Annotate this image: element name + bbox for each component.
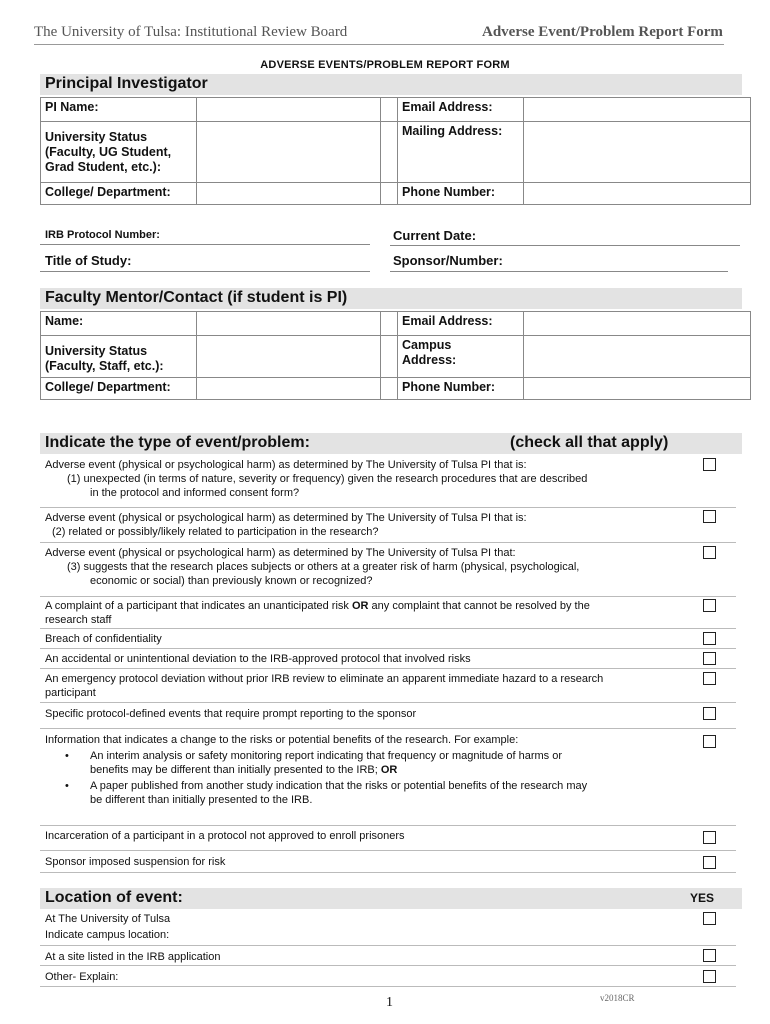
row-divider xyxy=(40,872,736,873)
title-of-study-line[interactable] xyxy=(40,271,370,272)
event-8-checkbox[interactable] xyxy=(703,707,716,720)
mentor-college-label: College/ Department: xyxy=(41,378,197,400)
event-item-5: Breach of confidentiality xyxy=(45,633,162,645)
bullet-icon: • xyxy=(65,750,69,762)
location-item-2: At a site listed in the IRB application xyxy=(45,951,221,963)
header-institution: The University of Tulsa: Institutional Review Board xyxy=(34,24,348,40)
form-title: ADVERSE EVENTS/PROBLEM REPORT FORM xyxy=(260,59,510,71)
spacer-cell xyxy=(381,312,398,336)
location-1-checkbox[interactable] xyxy=(703,912,716,925)
row-divider xyxy=(40,825,736,826)
mentor-name-field[interactable] xyxy=(197,312,381,336)
bullet-item: • An interim analysis or safety monitoring report indicating that frequency or magnitude of harms or benefits may be different than initially presented to the IRB; OR xyxy=(65,750,563,776)
pi-mailing-label: Mailing Address: xyxy=(398,122,524,183)
current-date-label: Current Date: xyxy=(393,228,477,243)
spacer-cell xyxy=(381,98,398,122)
location-2-checkbox[interactable] xyxy=(703,949,716,962)
pi-email-field[interactable] xyxy=(524,98,751,122)
mentor-college-field[interactable] xyxy=(197,378,381,400)
spacer-cell xyxy=(381,378,398,400)
event-5-checkbox[interactable] xyxy=(703,632,716,645)
row-divider xyxy=(40,507,736,508)
irb-protocol-label: IRB Protocol Number: xyxy=(45,229,160,241)
event-3-checkbox[interactable] xyxy=(703,546,716,559)
header-form-name: Adverse Event/Problem Report Form xyxy=(482,24,723,40)
pi-phone-label: Phone Number: xyxy=(398,183,524,205)
pi-college-label: College/ Department: xyxy=(41,183,197,205)
spacer-cell xyxy=(381,122,398,183)
row-divider xyxy=(40,668,736,669)
bullet-icon: • xyxy=(65,780,69,792)
spacer-cell xyxy=(381,183,398,205)
sponsor-line[interactable] xyxy=(390,271,728,272)
mentor-campus-label: Campus Address: xyxy=(398,336,524,378)
mentor-name-label: Name: xyxy=(41,312,197,336)
row-divider xyxy=(40,965,736,966)
row-divider xyxy=(40,850,736,851)
irb-protocol-line[interactable] xyxy=(40,244,370,245)
mentor-status-field[interactable] xyxy=(197,336,381,378)
mentor-phone-field[interactable] xyxy=(524,378,751,400)
event-9-checkbox[interactable] xyxy=(703,735,716,748)
mentor-email-label: Email Address: xyxy=(398,312,524,336)
pi-name-field[interactable] xyxy=(197,98,381,122)
pi-phone-field[interactable] xyxy=(524,183,751,205)
row-divider xyxy=(40,628,736,629)
bullet-item: • A paper published from another study indication that the risks or potential benefits of the research may be different than initially presented to the IRB. xyxy=(65,780,588,806)
location-section-title: Location of event: xyxy=(45,889,183,906)
page-number: 1 xyxy=(386,995,393,1010)
event-item-11: Sponsor imposed suspension for risk xyxy=(45,856,226,868)
event-4-checkbox[interactable] xyxy=(703,599,716,612)
pi-section-title: Principal Investigator xyxy=(45,75,208,92)
row-divider xyxy=(40,986,736,987)
row-divider xyxy=(40,945,736,946)
spacer-cell xyxy=(381,336,398,378)
event-6-checkbox[interactable] xyxy=(703,652,716,665)
pi-email-label: Email Address: xyxy=(398,98,524,122)
location-item-3: Other- Explain: xyxy=(45,971,119,983)
event-section-header xyxy=(40,433,742,454)
mentor-campus-field[interactable] xyxy=(524,336,751,378)
pi-table xyxy=(40,97,751,205)
pi-status-field[interactable] xyxy=(197,122,381,183)
pi-name-label: PI Name: xyxy=(41,98,197,122)
row-divider xyxy=(40,596,736,597)
mentor-email-field[interactable] xyxy=(524,312,751,336)
pi-section-header xyxy=(40,74,742,95)
event-1-checkbox[interactable] xyxy=(703,458,716,471)
mentor-section-title: Faculty Mentor/Contact (if student is PI) xyxy=(45,289,348,306)
mentor-section-header xyxy=(40,288,742,309)
event-2-checkbox[interactable] xyxy=(703,510,716,523)
mentor-status-label: University Status (Faculty, Staff, etc.): xyxy=(41,336,197,378)
location-section-header xyxy=(40,888,742,909)
event-section-note: (check all that apply) xyxy=(510,434,669,451)
event-7-checkbox[interactable] xyxy=(703,672,716,685)
sponsor-label: Sponsor/Number: xyxy=(393,253,503,268)
event-10-checkbox[interactable] xyxy=(703,831,716,844)
event-item-1: Adverse event (physical or psychological harm) as determined by The University of Tulsa PI that is: (1) unexpected (in terms of nature, severity or frequency) given the research procedures that are described in the protocol and informed consent form? xyxy=(45,459,588,499)
row-divider xyxy=(40,728,736,729)
yes-column-label: YES xyxy=(690,891,715,905)
header-divider xyxy=(34,44,724,45)
event-item-10: Incarceration of a participant in a protocol not approved to enroll prisoners xyxy=(45,830,405,842)
row-divider xyxy=(40,542,736,543)
title-of-study-label: Title of Study: xyxy=(45,253,132,268)
pi-mailing-field[interactable] xyxy=(524,122,751,183)
mentor-table xyxy=(40,311,751,400)
event-item-6: An accidental or unintentional deviation to the IRB-approved protocol that involved risks xyxy=(45,653,471,665)
mentor-phone-label: Phone Number: xyxy=(398,378,524,400)
event-item-4: A complaint of a participant that indicates an unanticipated risk OR any complaint that cannot be resolved by the research staff xyxy=(45,600,590,626)
row-divider xyxy=(40,648,736,649)
event-section-title: Indicate the type of event/problem: xyxy=(45,434,310,451)
event-item-7: An emergency protocol deviation without prior IRB review to eliminate an apparent immediate hazard to a research participant xyxy=(45,673,604,699)
event-item-8: Specific protocol-defined events that require prompt reporting to the sponsor xyxy=(45,708,417,720)
event-item-9: Information that indicates a change to the risks or potential benefits of the research. For example: • An interim analysis or safety monitoring report indicating that frequency or magnitude of harms or benefits may be different than initially presented to the IRB; OR • A paper published from another study indication that the risks or potential benefits of the research may be different than initially presented to the IRB. xyxy=(45,733,695,807)
current-date-line[interactable] xyxy=(390,245,740,246)
location-item-1: At The University of Tulsa Indicate campus location: xyxy=(45,913,171,941)
pi-status-label: University Status (Faculty, UG Student, Grad Student, etc.): xyxy=(41,122,197,183)
row-divider xyxy=(40,702,736,703)
event-11-checkbox[interactable] xyxy=(703,856,716,869)
pi-college-field[interactable] xyxy=(197,183,381,205)
event-item-3: Adverse event (physical or psychological harm) as determined by The University of Tulsa PI that: (3) suggests that the research places subjects or others at a greater risk of harm (physical, psychological, economic or social) than previously known or recognized? xyxy=(45,547,580,587)
version-label: v2018CR xyxy=(600,993,635,1003)
event-item-2: Adverse event (physical or psychological harm) as determined by The University of Tulsa PI that is: (2) related or possibly/likely related to participation in the research? xyxy=(45,512,527,538)
location-3-checkbox[interactable] xyxy=(703,970,716,983)
